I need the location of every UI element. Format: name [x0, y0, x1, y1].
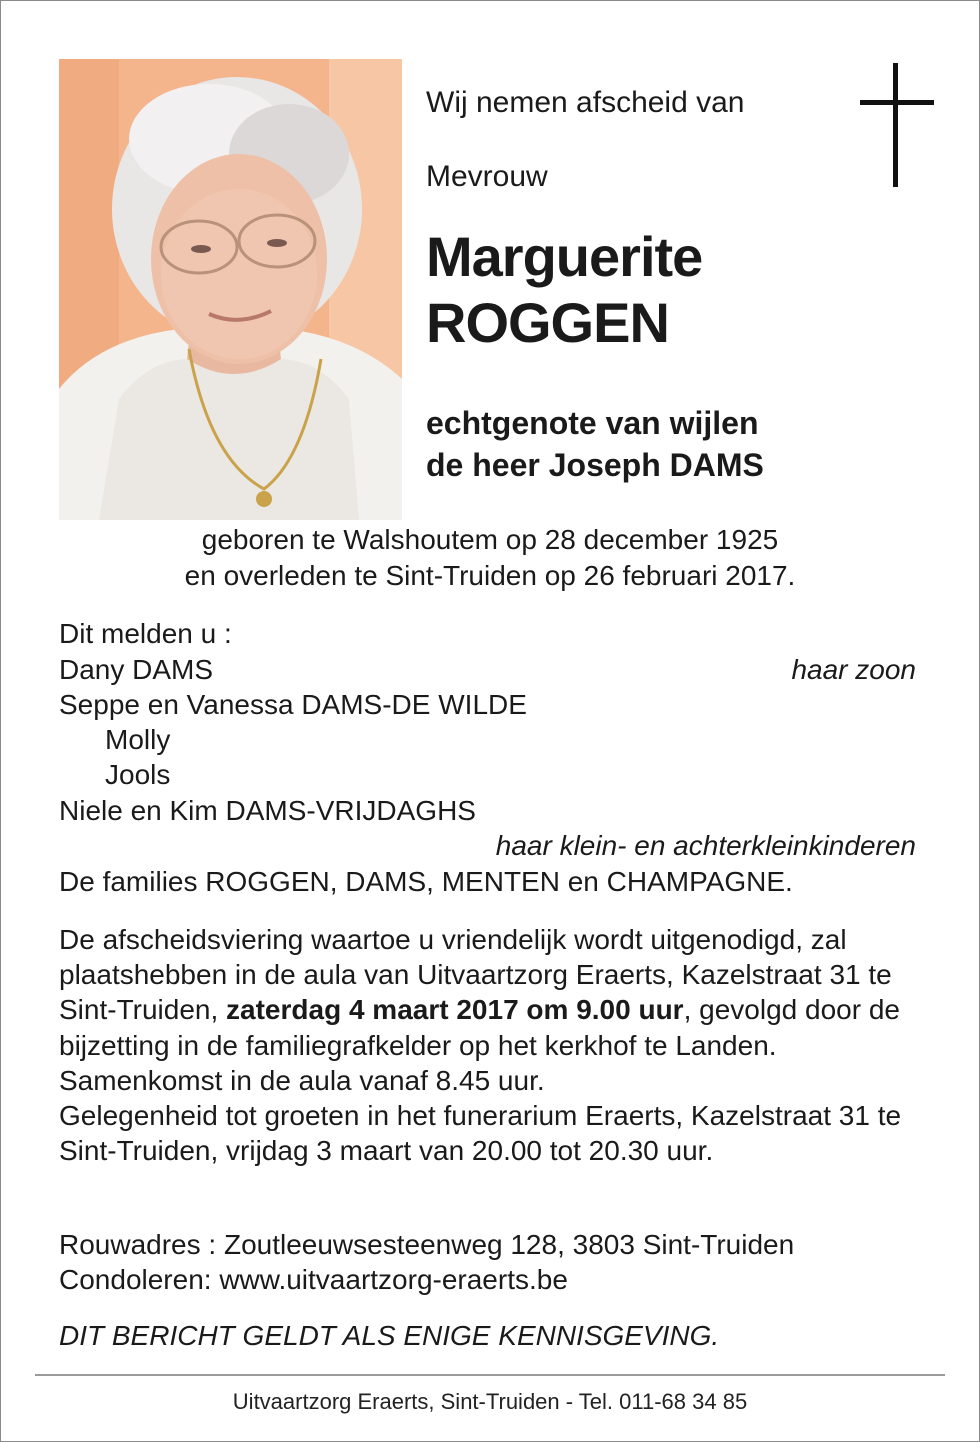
- ceremony-date: zaterdag 4 maart 2017 om 9.00 uur: [226, 994, 684, 1026]
- ceremony-text-2: , gevolgd door de bijzetting in de familiegrafkelder op het kerkhof te Landen.: [59, 994, 900, 1061]
- great-grandchild-2: Jools: [105, 759, 171, 790]
- viewing-line: Gelegenheid tot groeten in het funerarium Eraerts, Kazelstraat 31 te Sint-Truiden, vrijdag 3 maart van 20.00 tot 20.30 uur.: [59, 1100, 902, 1167]
- great-grandchild-1: Molly: [105, 724, 171, 755]
- announce-label: Dit melden u :: [59, 618, 232, 649]
- last-name: ROGGEN: [426, 291, 669, 354]
- families-line: De families ROGGEN, DAMS, MENTEN en CHAMPAGNE.: [59, 866, 793, 897]
- son-relation: haar zoon: [791, 654, 916, 685]
- intro-text: Wij nemen afscheid van: [426, 86, 745, 119]
- condolences-line: Condoleren: www.uitvaartzorg-eraerts.be: [59, 1264, 568, 1295]
- footer-divider: [35, 1374, 945, 1376]
- grandchild-1: Seppe en Vanessa DAMS-DE WILDE: [59, 689, 527, 720]
- spouse-info: [426, 402, 764, 486]
- footer-text: Uitvaartzorg Eraerts, Sint-Truiden - Tel. 011-68 34 85: [232, 1389, 748, 1414]
- died-line: en overleden te Sint-Truiden op 26 februari 2017.: [184, 560, 796, 591]
- ceremony-text-1: De afscheidsviering waartoe u vriendelijk wordt uitgenodigd, zal plaatshebben in de aula van Uitvaartzorg Eraerts, Kazelstraat 31 te Sint-Truiden,: [59, 924, 892, 1026]
- born-line: geboren te Walshoutem op 28 december 1925: [201, 524, 779, 555]
- gathering-line: Samenkomst in de aula vanaf 8.45 uur.: [59, 1064, 545, 1096]
- spouse-line-2: de heer Joseph DAMS: [426, 447, 764, 483]
- mourning-address: Rouwadres : Zoutleeuwsesteenweg 128, 3803 Sint-Truiden: [59, 1229, 795, 1260]
- grandchild-2: Niele en Kim DAMS-VRIJDAGHS: [59, 795, 476, 826]
- title-text: Mevrouw: [426, 160, 548, 193]
- first-name: Marguerite: [426, 225, 703, 288]
- grandchildren-relation: haar klein- en achterkleinkinderen: [495, 830, 916, 861]
- deceased-name: [426, 224, 702, 356]
- spouse-line-1: echtgenote van wijlen: [426, 405, 759, 441]
- son-name: Dany DAMS: [59, 654, 214, 685]
- portrait-photo: [59, 59, 402, 520]
- cross-icon: [860, 63, 934, 187]
- ceremony-paragraph: [59, 922, 929, 1168]
- notice-line: DIT BERICHT GELDT ALS ENIGE KENNISGEVING.: [59, 1320, 720, 1351]
